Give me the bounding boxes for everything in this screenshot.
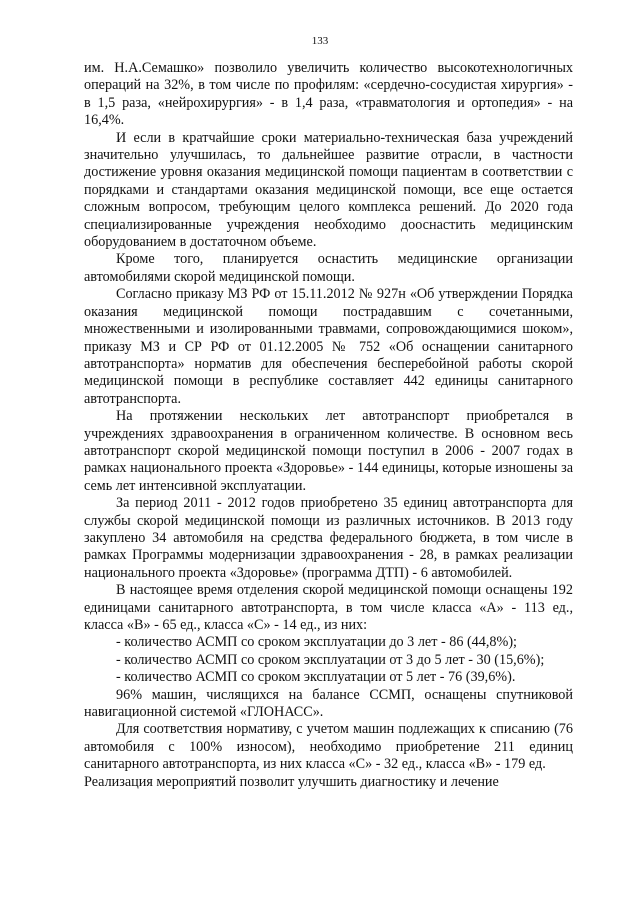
list-item: - количество АСМП со сроком эксплуатации от 3 до 5 лет - 30 (15,6%); [116,651,545,668]
list-item: - количество АСМП со сроком эксплуатации до 3 лет - 86 (44,8%); [116,634,517,651]
paragraph: им. Н.А.Семашко» позволило увеличить количество высокотехнологичных операций на 32%, в том числе по профилям: «сердечно-сосудистая хирургия» - в 1,5 раза, «нейрохирургия» - в 1,4 раза, «травматология и ортопедия» - на 16,4%. [84,60,573,129]
paragraph: За период 2011 - 2012 годов приобретено 35 единиц автотранспорта для службы скорой медицинской помощи из различных источников. В 2013 году закуплено 34 автомобиля на средства федерального бюджета, в том числе в рамках Программы модернизации здравоохранения - 28, в рамках реализации национального проекта «Здоровье» (программа ДТП) - 6 автомобилей. [84,495,573,581]
page-number: 133 [311,35,329,47]
page-body [84,60,573,791]
paragraph: 96% машин, числящихся на балансе ССМП, оснащены спутниковой навигационной системой «ГЛОНАСС». [84,686,573,721]
paragraph: Для соответствия нормативу, с учетом машин подлежащих к списанию (76 автомобиля с 100% износом), необходимо приобретение 211 единиц санитарного автотранспорта, из них класса «С» - 32 ед., класса «В» - 179 ед. [84,721,573,773]
paragraph: Кроме того, планируется оснастить медицинские организации автомобилями скорой медицинской помощи. [84,251,573,285]
list-item: - количество АСМП со сроком эксплуатации от 5 лет - 76 (39,6%). [116,669,516,686]
paragraph: В настоящее время отделения скорой медицинской помощи оснащены 192 единицами санитарного автотранспорта, в том числе класса «А» - 113 ед., класса «В» - 65 ед., класса «С» - 14 ед., из них: [84,582,573,633]
paragraph: Реализация мероприятий позволит улучшить диагностику и лечение [84,773,499,790]
paragraph: На протяжении нескольких лет автотранспорт приобретался в учреждениях здравоохранения в ограниченном количестве. В основном весь автотранспорт скорой медицинской помощи поступил в 2006 - 2007 годах в рамках национального проекта «Здоровье» - 144 единицы, которые изношены за семь лет интенсивной эксплуатации. [84,408,573,494]
paragraph: Согласно приказу МЗ РФ от 15.11.2012 № 927н «Об утверждении Порядка оказания медицинской помощи пострадавшим с сочетанными, множественными и изолированными травмами, сопровождающимися шоком», приказу МЗ и СР РФ от 01.12.2005 № 752 «Об оснащении санитарного автотранспорта» норматив для обеспечения бесперебойной работы скорой медицинской помощи в республике составляет 442 единицы санитарного автотранспорта. [84,286,573,407]
paragraph: И если в кратчайшие сроки материально-техническая база учреждений значительно улучшилась, то дальнейшее развитие отрасли, в частности достижение уровня оказания медицинской помощи пациентам в соответствии с порядками и стандартами оказания медицинской помощи, все еще остается сложным вопросом, требующим целого комплекса решений. До 2020 года специализированные учреждения необходимо дооснастить медицинским оборудованием в достаточном объеме. [84,129,573,251]
